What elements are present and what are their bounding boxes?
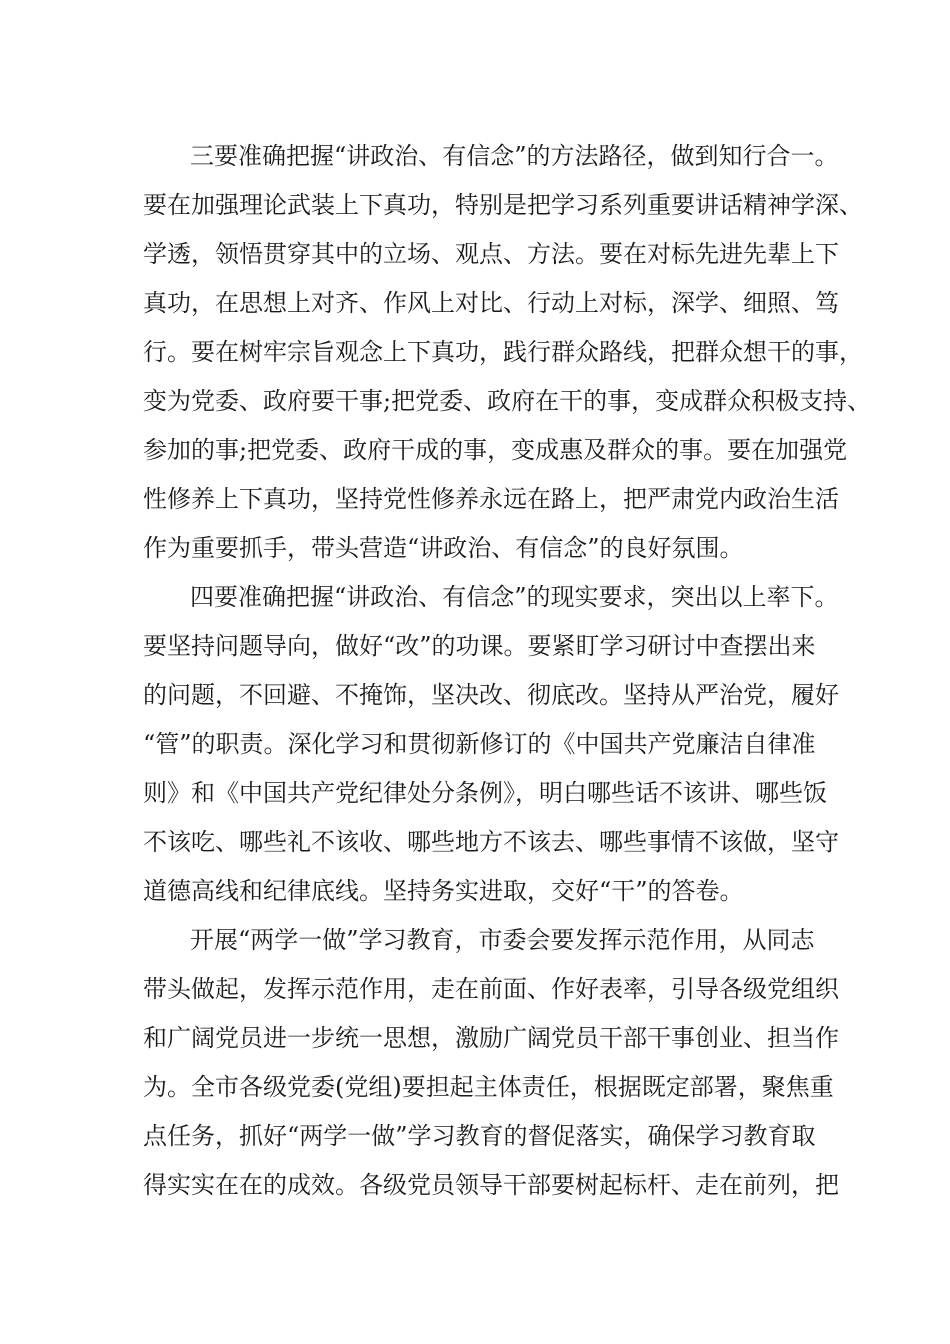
paragraph-2-line-2: 要坚持问题导向，做好“改”的功课。要紧盯学习研讨中查摆出来: [143, 632, 816, 660]
paragraph-1-line-4: 真功，在思想上对齐、作风上对比、行动上对标，深学、细照、笃: [143, 289, 839, 317]
paragraph-2-line-3: 的问题，不回避、不掩饰，坚决改、彻底改。坚持从严治党，履好: [143, 681, 839, 709]
paragraph-3-line-4: 为。全市各级党委(党组)要担起主体责任，根据既定部署，聚焦重: [143, 1073, 834, 1101]
paragraph-3-line-3: 和广阔党员进一步统一思想，激励广阔党员干部干事创业、担当作: [143, 1024, 839, 1052]
paragraph-1-line-5: 行。要在树牢宗旨观念上下真功，践行群众路线，把群众想干的事，: [143, 338, 863, 366]
paragraph-3-line-6: 得实实在在的成效。各级党员领导干部要树起标杆、走在前列，把: [143, 1171, 839, 1199]
paragraph-2-line-1: 四要准确把握“讲政治、有信念”的现实要求，突出以上率下。: [190, 583, 839, 611]
paragraph-2-line-4: “管”的职责。深化学习和贯彻新修订的《中国共产党廉洁自律准: [143, 730, 816, 758]
paragraph-2-line-5: 则》和《中国共产党纪律处分条例》，明白哪些话不该讲、哪些饭: [143, 779, 827, 807]
paragraph-3-line-1: 开展“两学一做”学习教育，市委会要发挥示范作用，从同志: [190, 926, 815, 954]
paragraph-1-line-8: 性修养上下真功，坚持党性修养永远在路上，把严肃党内政治生活: [143, 485, 839, 513]
paragraph-2-line-7: 道德高线和纪律底线。坚持务实进取，交好“干”的答卷。: [143, 877, 744, 905]
paragraph-3-line-5: 点任务，抓好“两学一做”学习教育的督促落实，确保学习教育取: [143, 1122, 816, 1150]
paragraph-1-line-7: 参加的事;把党委、政府干成的事，变成惠及群众的事。要在加强党: [143, 436, 848, 464]
paragraph-1-line-2: 要在加强理论武装上下真功，特别是把学习系列重要讲话精神学深、: [143, 191, 863, 219]
paragraph-2-line-6: 不该吃、哪些礼不该收、哪些地方不该去、哪些事情不该做，坚守: [143, 828, 839, 856]
paragraph-3-line-2: 带头做起，发挥示范作用，走在前面、作好表率，引导各级党组织: [143, 975, 839, 1003]
paragraph-1-line-1: 三要准确把握“讲政治、有信念”的方法路径，做到知行合一。: [190, 142, 839, 170]
paragraph-1-line-6: 变为党委、政府要干事;把党委、政府在干的事，变成群众积极支持、: [143, 387, 872, 415]
paragraph-1-line-3: 学透，领悟贯穿其中的立场、观点、方法。要在对标先进先辈上下: [143, 240, 839, 268]
paragraph-1-line-9: 作为重要抓手，带头营造“讲政治、有信念”的良好氛围。: [143, 534, 744, 562]
